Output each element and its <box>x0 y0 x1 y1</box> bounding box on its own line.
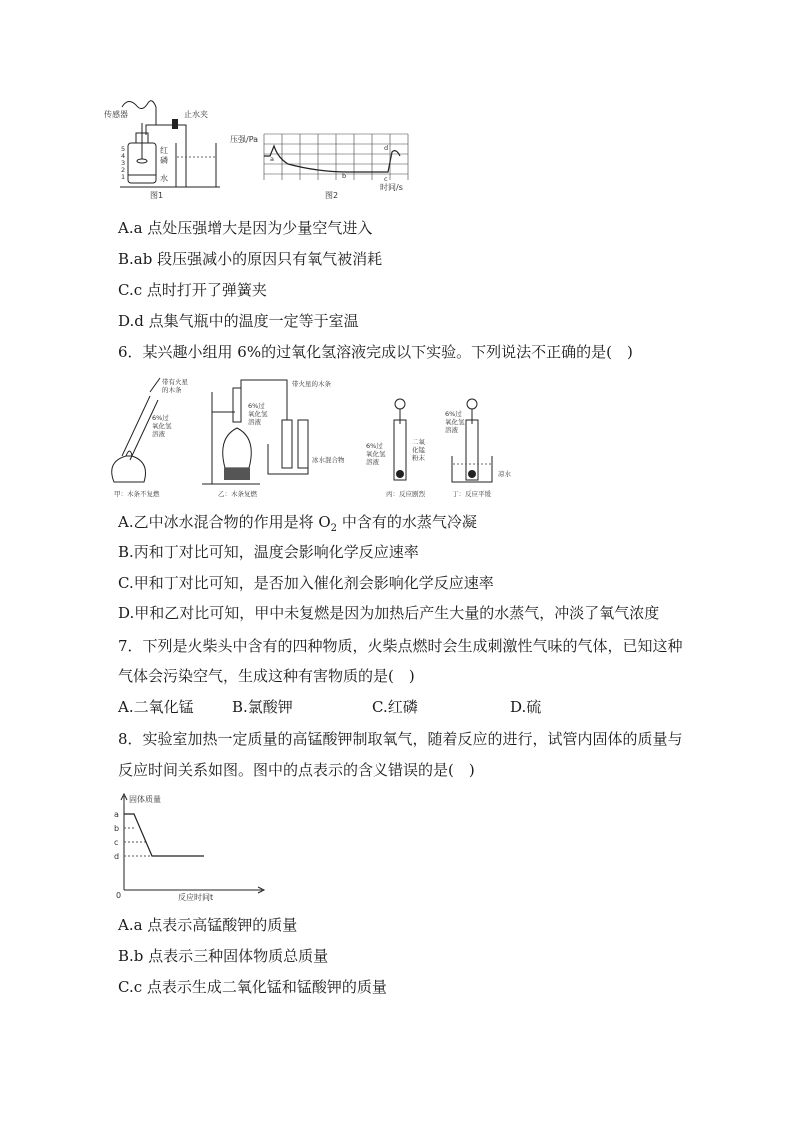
svg-text:6%过: 6%过 <box>152 414 169 422</box>
svg-text:溶液: 溶液 <box>152 430 165 438</box>
svg-text:6%过: 6%过 <box>445 410 462 418</box>
grid <box>264 134 408 180</box>
svg-text:c: c <box>114 838 119 847</box>
figure-2-pressure-chart <box>230 128 415 200</box>
reaction-time-label: 反应时间t <box>178 893 214 902</box>
svg-text:6%过: 6%过 <box>366 442 383 450</box>
caption-yi: 乙：木条复燃 <box>218 490 257 498</box>
svg-text:6%过: 6%过 <box>248 402 265 410</box>
figure-2-caption: 图2 <box>325 191 339 200</box>
svg-text:粉末: 粉末 <box>412 454 425 462</box>
mass-curve <box>124 814 204 856</box>
caption-ding: 丁：反应平缓 <box>452 490 491 498</box>
q8-mass-time-chart <box>112 790 272 902</box>
sensor-label: 传感器 <box>104 110 128 119</box>
q8-stem-line-2: 反应时间关系如图。图中的点表示的含义错误的是( ) <box>118 761 475 779</box>
clamp-label: 止水夹 <box>184 110 208 119</box>
q5-option-d: D.d 点集气瓶中的温度一定等于室温 <box>118 312 359 330</box>
q7-option-d: D.硫 <box>510 698 542 716</box>
q6-option-a: A.乙中冰水混合物的作用是将 $O_2$ 中含有的水蒸气冷凝 <box>118 513 477 534</box>
q5-option-a: A.a 点处压强增大是因为少量空气进入 <box>118 219 373 237</box>
svg-text:化锰: 化锰 <box>412 446 425 454</box>
setup-bing <box>366 399 426 498</box>
svg-text:b: b <box>114 824 120 833</box>
svg-text:a: a <box>114 810 119 819</box>
q7-stem-line-1: 7．下列是火柴头中含有的四种物质，火柴点燃时会生成刺激性气味的气体，已知这种 <box>118 637 683 655</box>
q6-stem: 6．某兴趣小组用 6%的过氧化氢溶液完成以下实验。下列说法不正确的是( ) <box>118 343 633 361</box>
svg-text:氧化氢: 氧化氢 <box>152 422 172 430</box>
q6-option-d: D.甲和乙对比可知，甲中未复燃是因为加热后产生大量的水蒸气，冲淡了氧气浓度 <box>118 604 660 622</box>
graduation-labels <box>121 145 125 181</box>
time-axis-label: 时间/s <box>380 183 403 192</box>
svg-text:3: 3 <box>121 159 126 167</box>
pressure-axis-label: 压强/Pa <box>230 135 259 144</box>
point-c-label: c <box>384 175 388 183</box>
setup-yi <box>202 379 345 498</box>
q7-option-c: C.红磷 <box>372 698 418 716</box>
point-a-label: a <box>270 155 274 163</box>
origin-label: 0 <box>116 891 122 900</box>
point-b-label: b <box>342 172 347 180</box>
q8-option-c: C.c 点表示生成二氧化锰和锰酸钾的质量 <box>118 978 387 996</box>
svg-text:冰水混合物: 冰水混合物 <box>312 456 345 464</box>
svg-text:溶液: 溶液 <box>248 418 261 426</box>
svg-text:带火星的木条: 带火星的木条 <box>292 380 331 388</box>
point-d-label: d <box>384 144 389 152</box>
setup-ding <box>445 399 512 498</box>
q6-option-c: C.甲和丁对比可知，是否加入催化剂会影响化学反应速率 <box>118 574 494 592</box>
q7-option-b: B.氯酸钾 <box>232 698 293 716</box>
svg-text:氧化氢: 氧化氢 <box>248 410 268 418</box>
tick-labels <box>114 810 119 861</box>
svg-text:的木条: 的木条 <box>162 386 182 394</box>
q8-stem-line-1: 8．实验室加热一定质量的高锰酸钾制取氧气，随着反应的进行，试管内固体的质量与 <box>118 730 683 748</box>
svg-text:d: d <box>114 852 120 861</box>
q8-option-b: B.b 点表示三种固体物质总质量 <box>118 947 329 965</box>
figure-1-caption: 图1 <box>150 191 164 200</box>
q7-stem-line-2: 气体会污染空气，生成这种有害物质的是( ) <box>118 667 415 685</box>
phosphorus-label-2: 磷 <box>160 156 168 165</box>
q5-option-b: B.ab 段压强减小的原因只有氧气被消耗 <box>118 250 383 268</box>
svg-text:带有火星: 带有火星 <box>162 378 188 386</box>
q8-option-a: A.a 点表示高锰酸钾的质量 <box>118 916 298 934</box>
svg-text:1: 1 <box>121 173 126 181</box>
svg-text:氧化氢: 氧化氢 <box>445 418 465 426</box>
svg-text:溶液: 溶液 <box>366 458 379 466</box>
water-label: 水 <box>160 174 168 183</box>
svg-text:4: 4 <box>121 152 126 160</box>
figure-1-apparatus <box>100 95 230 200</box>
svg-text:凉水: 凉水 <box>498 470 511 478</box>
phosphorus-label-1: 红 <box>160 146 168 155</box>
svg-text:2: 2 <box>121 166 126 174</box>
svg-text:5: 5 <box>121 145 126 153</box>
q5-option-c: C.c 点时打开了弹簧夹 <box>118 281 267 299</box>
q7-option-a: A.二氧化锰 <box>118 698 194 716</box>
svg-text:二氧: 二氧 <box>412 438 425 446</box>
caption-bing: 丙：反应剧烈 <box>386 490 425 498</box>
setup-jia <box>112 377 189 498</box>
caption-jia: 甲：木条不复燃 <box>114 490 160 498</box>
q6-experiment-figure <box>100 372 530 500</box>
pressure-curve <box>264 146 400 172</box>
solid-mass-label: 固体质量 <box>129 795 161 804</box>
svg-text:溶液: 溶液 <box>445 426 458 434</box>
q6-option-b: B.丙和丁对比可知，温度会影响化学反应速率 <box>118 543 419 561</box>
svg-text:氧化氢: 氧化氢 <box>366 450 386 458</box>
